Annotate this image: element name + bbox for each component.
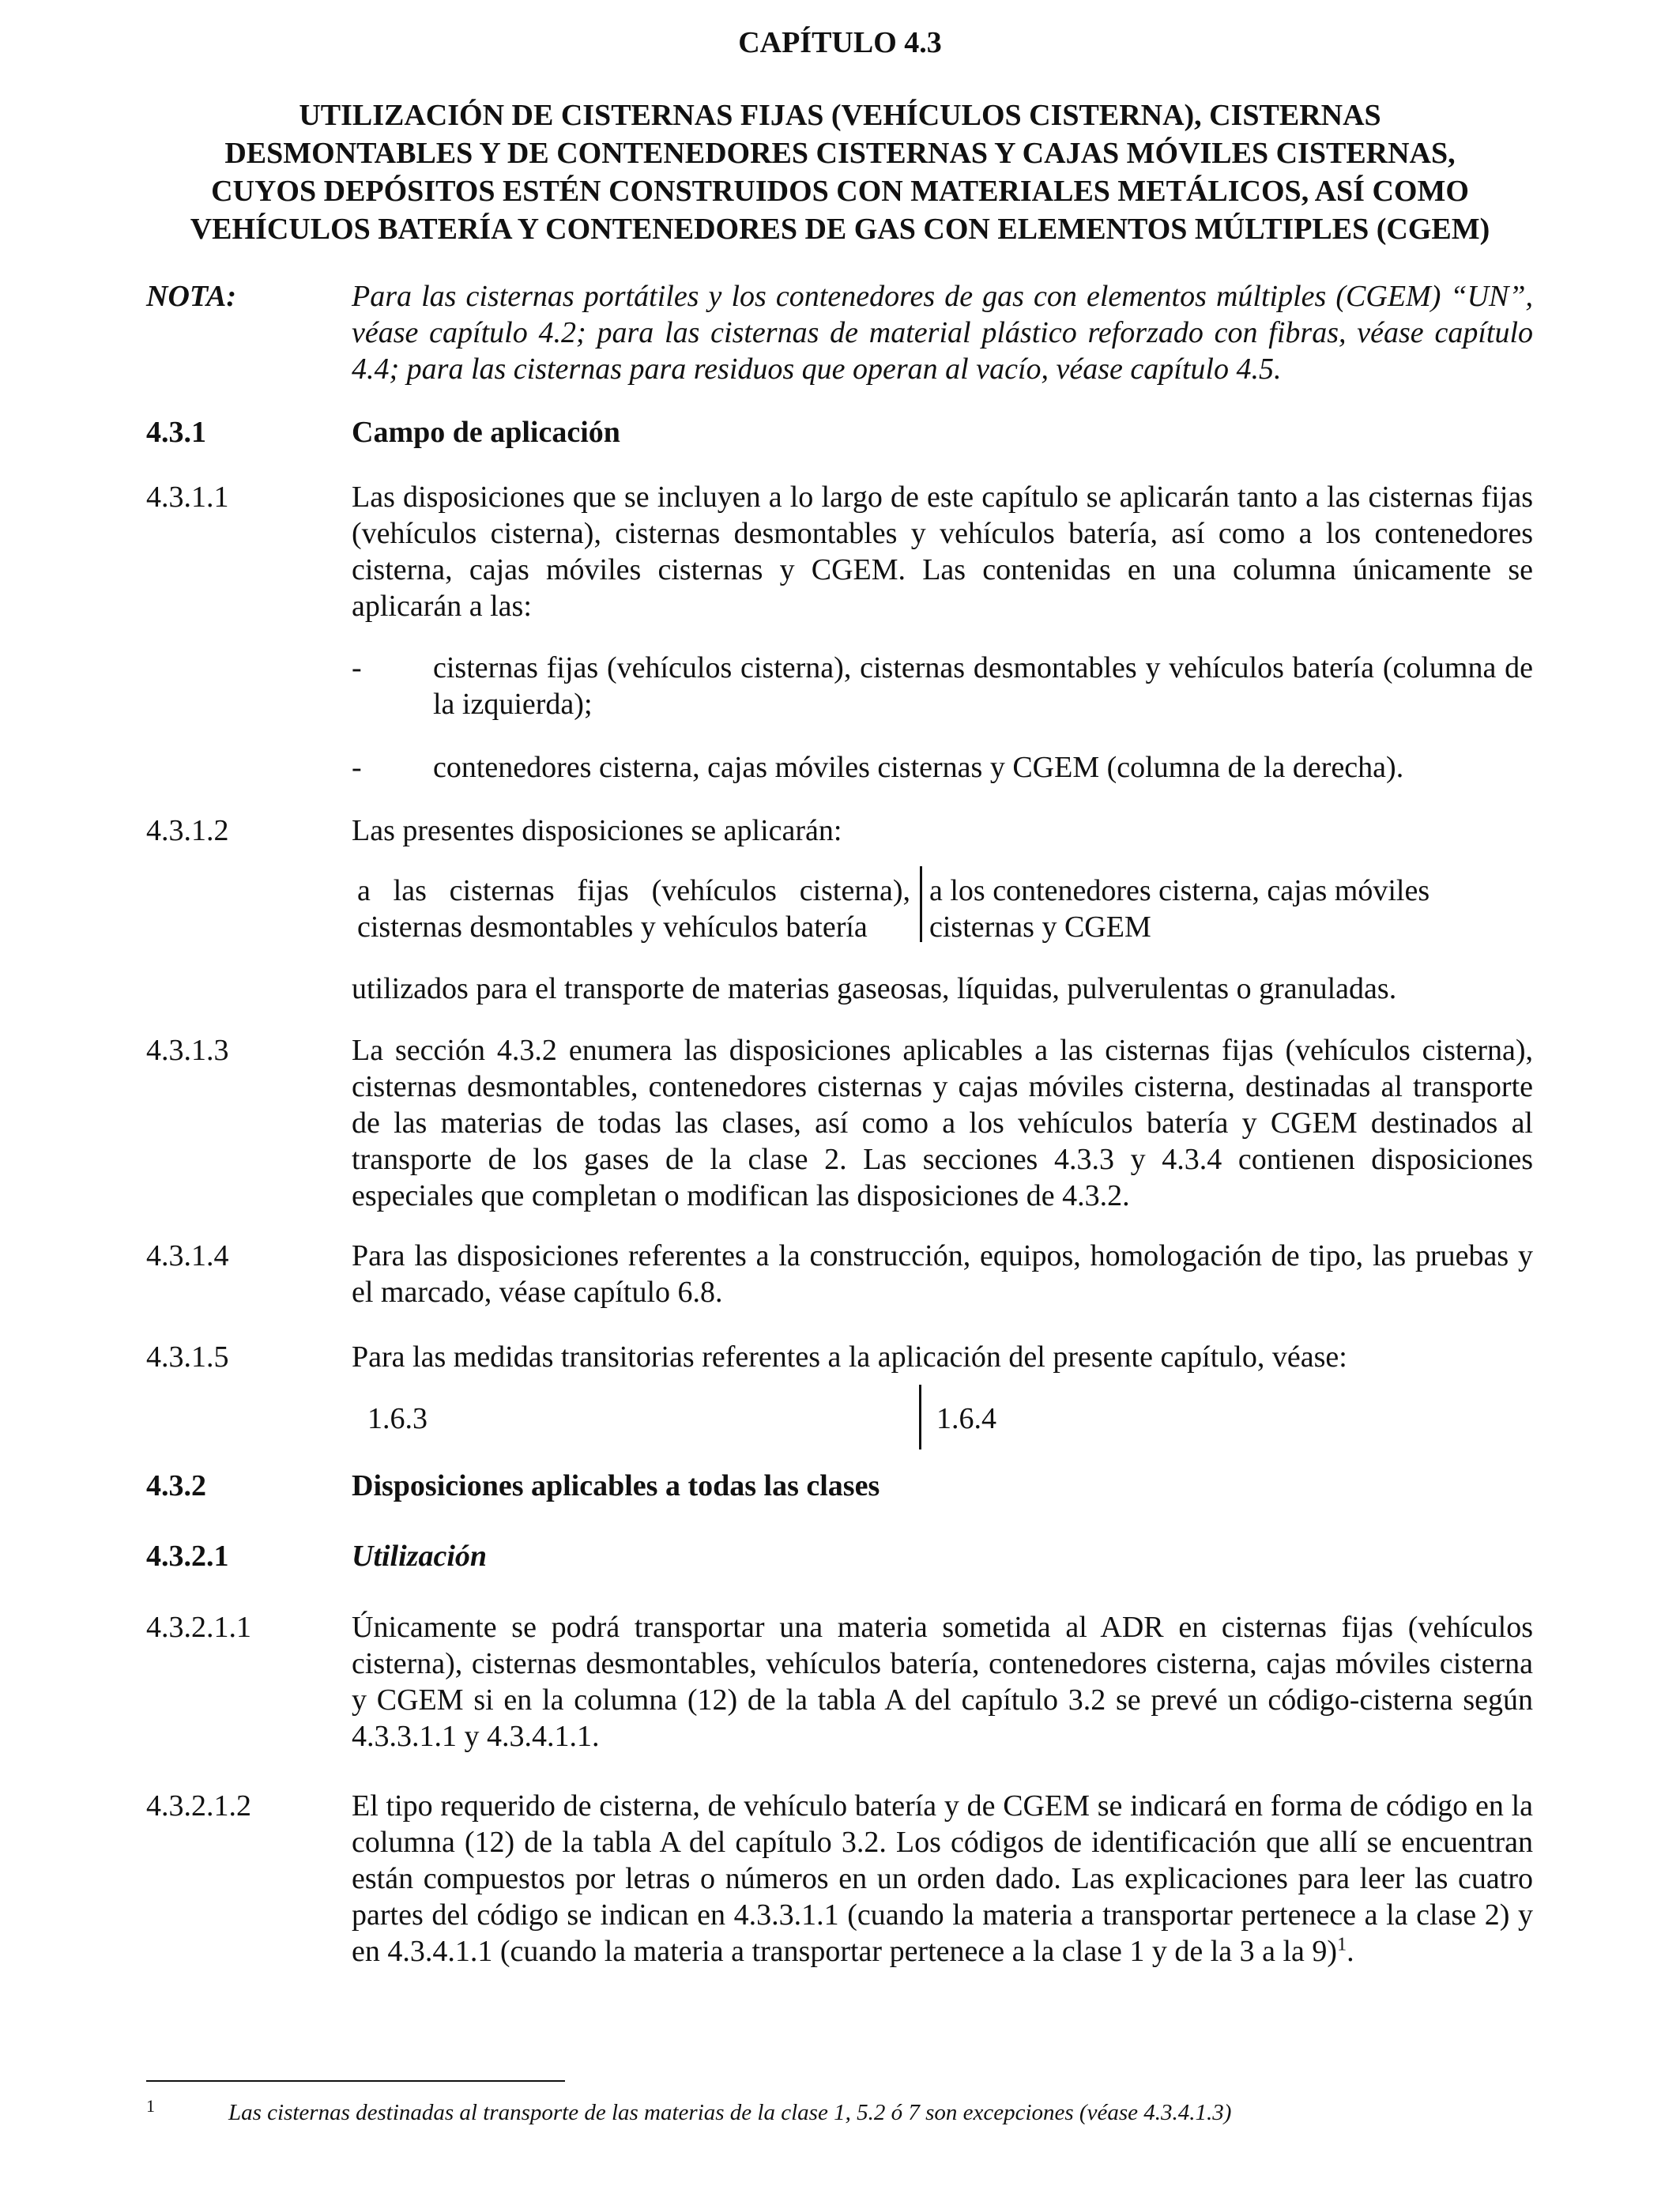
section-4-3-2 (146, 1468, 1533, 1504)
note-label: NOTA: (146, 280, 236, 313)
para-number: 4.3.2.1.1 (146, 1611, 251, 1644)
bullet-text: cisternas fijas (vehículos cisterna), cisternas desmontables y vehículos batería (columna de la izquierda); (433, 651, 1533, 721)
right-column: 1.6.4 (936, 1402, 996, 1435)
para-4-3-1-4 (146, 1238, 1533, 1310)
chapter-title-line: DESMONTABLES Y DE CONTENEDORES CISTERNAS Y CAJAS MÓVILES CISTERNAS, (224, 137, 1456, 170)
chapter-heading: CAPÍTULO 4.3 (738, 26, 942, 59)
chapter-title-line: VEHÍCULOS BATERÍA Y CONTENEDORES DE GAS CON ELEMENTOS MÚLTIPLES (CGEM) (190, 213, 1490, 246)
section-title: Utilización (352, 1540, 488, 1573)
para-text: El tipo requerido de cisterna, de vehículo batería y de CGEM se indicará en forma de código en la columna (12) de la tabla A del capítulo 3.2. Los códigos de identificación que allí se encuentran están compuestos por letras o números en un orden dado. Las explicaciones para leer las cuatro partes del código se indican en 4.3.3.1.1 (cuando la materia a transportar pertenece a la clase 2) y en 4.3.4.1.1 (cuando la materia a transportar pertenece a la clase 1 y de la 3 a la 9) (352, 1789, 1533, 1968)
section-4-3-2-1 (146, 1538, 1533, 1574)
para-text-block (352, 1788, 1533, 1970)
section-number: 4.3.2.1 (146, 1540, 229, 1573)
para-text: Las presentes disposiciones se aplicarán: (352, 814, 842, 847)
section-number: 4.3.1 (146, 416, 206, 449)
section-title: Disposiciones aplicables a todas las clases (352, 1469, 880, 1502)
footnote-reference[interactable]: 1 (1337, 1934, 1347, 1955)
para-text: Para las disposiciones referentes a la construcción, equipos, homologación de tipo, las pruebas y el marcado, véase capítulo 6.8. (352, 1239, 1533, 1309)
para-number: 4.3.1.5 (146, 1340, 229, 1374)
footnote-mark: 1 (146, 2096, 155, 2116)
section-4-3-1 (146, 414, 1533, 450)
para-number: 4.3.2.1.2 (146, 1789, 251, 1823)
para-number: 4.3.1.2 (146, 814, 229, 847)
para-text: utilizados para el transporte de materias gaseosas, líquidas, pulverulentas o granuladas. (352, 972, 1397, 1005)
bullet-item (352, 749, 1533, 786)
para-4-3-1-3 (146, 1032, 1533, 1214)
para-4-3-1-5 (146, 1339, 1533, 1375)
para-end: . (1347, 1935, 1354, 1968)
bullet-dash: - (352, 751, 362, 784)
left-column: a las cisternas fijas (vehículos cisterna), cisternas desmontables y vehículos batería (357, 874, 910, 944)
para-4-3-2-1-1 (146, 1609, 1533, 1755)
bullet-dash: - (352, 651, 362, 684)
footnote (146, 2098, 1533, 2127)
bullet-text: contenedores cisterna, cajas móviles cisternas y CGEM (columna de la derecha). (433, 751, 1404, 784)
column-divider (919, 1385, 921, 1449)
section-number: 4.3.2 (146, 1469, 206, 1502)
para-4-3-2-1-2 (146, 1788, 1533, 1970)
para-text: Únicamente se podrá transportar una materia sometida al ADR en cisternas fijas (vehículos cisterna), cisternas desmontables, vehículos batería, contenedores cisterna, cajas móviles cisterna y CGEM si en la columna (12) de la tabla A del capítulo 3.2 se prevé un código-cisterna según 4.3.3.1.1 y 4.3.4.1.1. (352, 1611, 1533, 1753)
right-column: a los contenedores cisterna, cajas móviles cisternas y CGEM (929, 874, 1430, 944)
note-text: Para las cisternas portátiles y los contenedores de gas con elementos múltiples (CGEM) “UN”, véase capítulo 4.2; para las cisternas de material plástico reforzado con fibras, véase capítulo 4.4; para las cisternas para residuos que operan al vacío, véase capítulo 4.5. (352, 280, 1533, 386)
para-text: Para las medidas transitorias referentes a la aplicación del presente capítulo, véase: (352, 1340, 1347, 1374)
footnote-text: Las cisternas destinadas al transporte de las materias de la clase 1, 5.2 ó 7 son excepciones (véase 4.3.4.1.3) (228, 2100, 1232, 2125)
note (146, 278, 1533, 387)
para-number: 4.3.1.1 (146, 481, 229, 514)
para-4-3-1-1 (146, 479, 1533, 624)
para-4-3-1-2 (146, 812, 1533, 849)
chapter-title-line: CUYOS DEPÓSITOS ESTÉN CONSTRUIDOS CON MATERIALES METÁLICOS, ASÍ COMO (211, 175, 1469, 208)
chapter-title (119, 96, 1561, 248)
column-divider (920, 866, 922, 942)
chapter-title-line: UTILIZACIÓN DE CISTERNAS FIJAS (VEHÍCULOS CISTERNA), CISTERNAS (299, 99, 1381, 132)
para-number: 4.3.1.3 (146, 1034, 229, 1067)
footnote-rule (146, 2080, 565, 2082)
bullet-item (352, 650, 1533, 722)
para-number: 4.3.1.4 (146, 1239, 229, 1272)
section-title: Campo de aplicación (352, 416, 620, 449)
left-column: 1.6.3 (367, 1402, 428, 1435)
para-4-3-1-2-after (146, 971, 1533, 1007)
para-text: La sección 4.3.2 enumera las disposiciones aplicables a las cisternas fijas (vehículos cisterna), cisternas desmontables, contenedores cisternas y cajas móviles cisterna, destinadas al transporte de las materias de todas las clases, así como a los vehículos batería y CGEM destinados al transporte de los gases de la clase 2. Las secciones 4.3.3 y 4.3.4 contienen disposiciones especiales que completan o modifican las disposiciones de 4.3.2. (352, 1034, 1533, 1212)
para-text: Las disposiciones que se incluyen a lo largo de este capítulo se aplicarán tanto a las cisternas fijas (vehículos cisterna), cisternas desmontables y vehículos batería, así como a los contenedores cisterna, cajas móviles cisternas y CGEM. Las contenidas en una columna únicamente se aplicarán a las: (352, 481, 1533, 623)
